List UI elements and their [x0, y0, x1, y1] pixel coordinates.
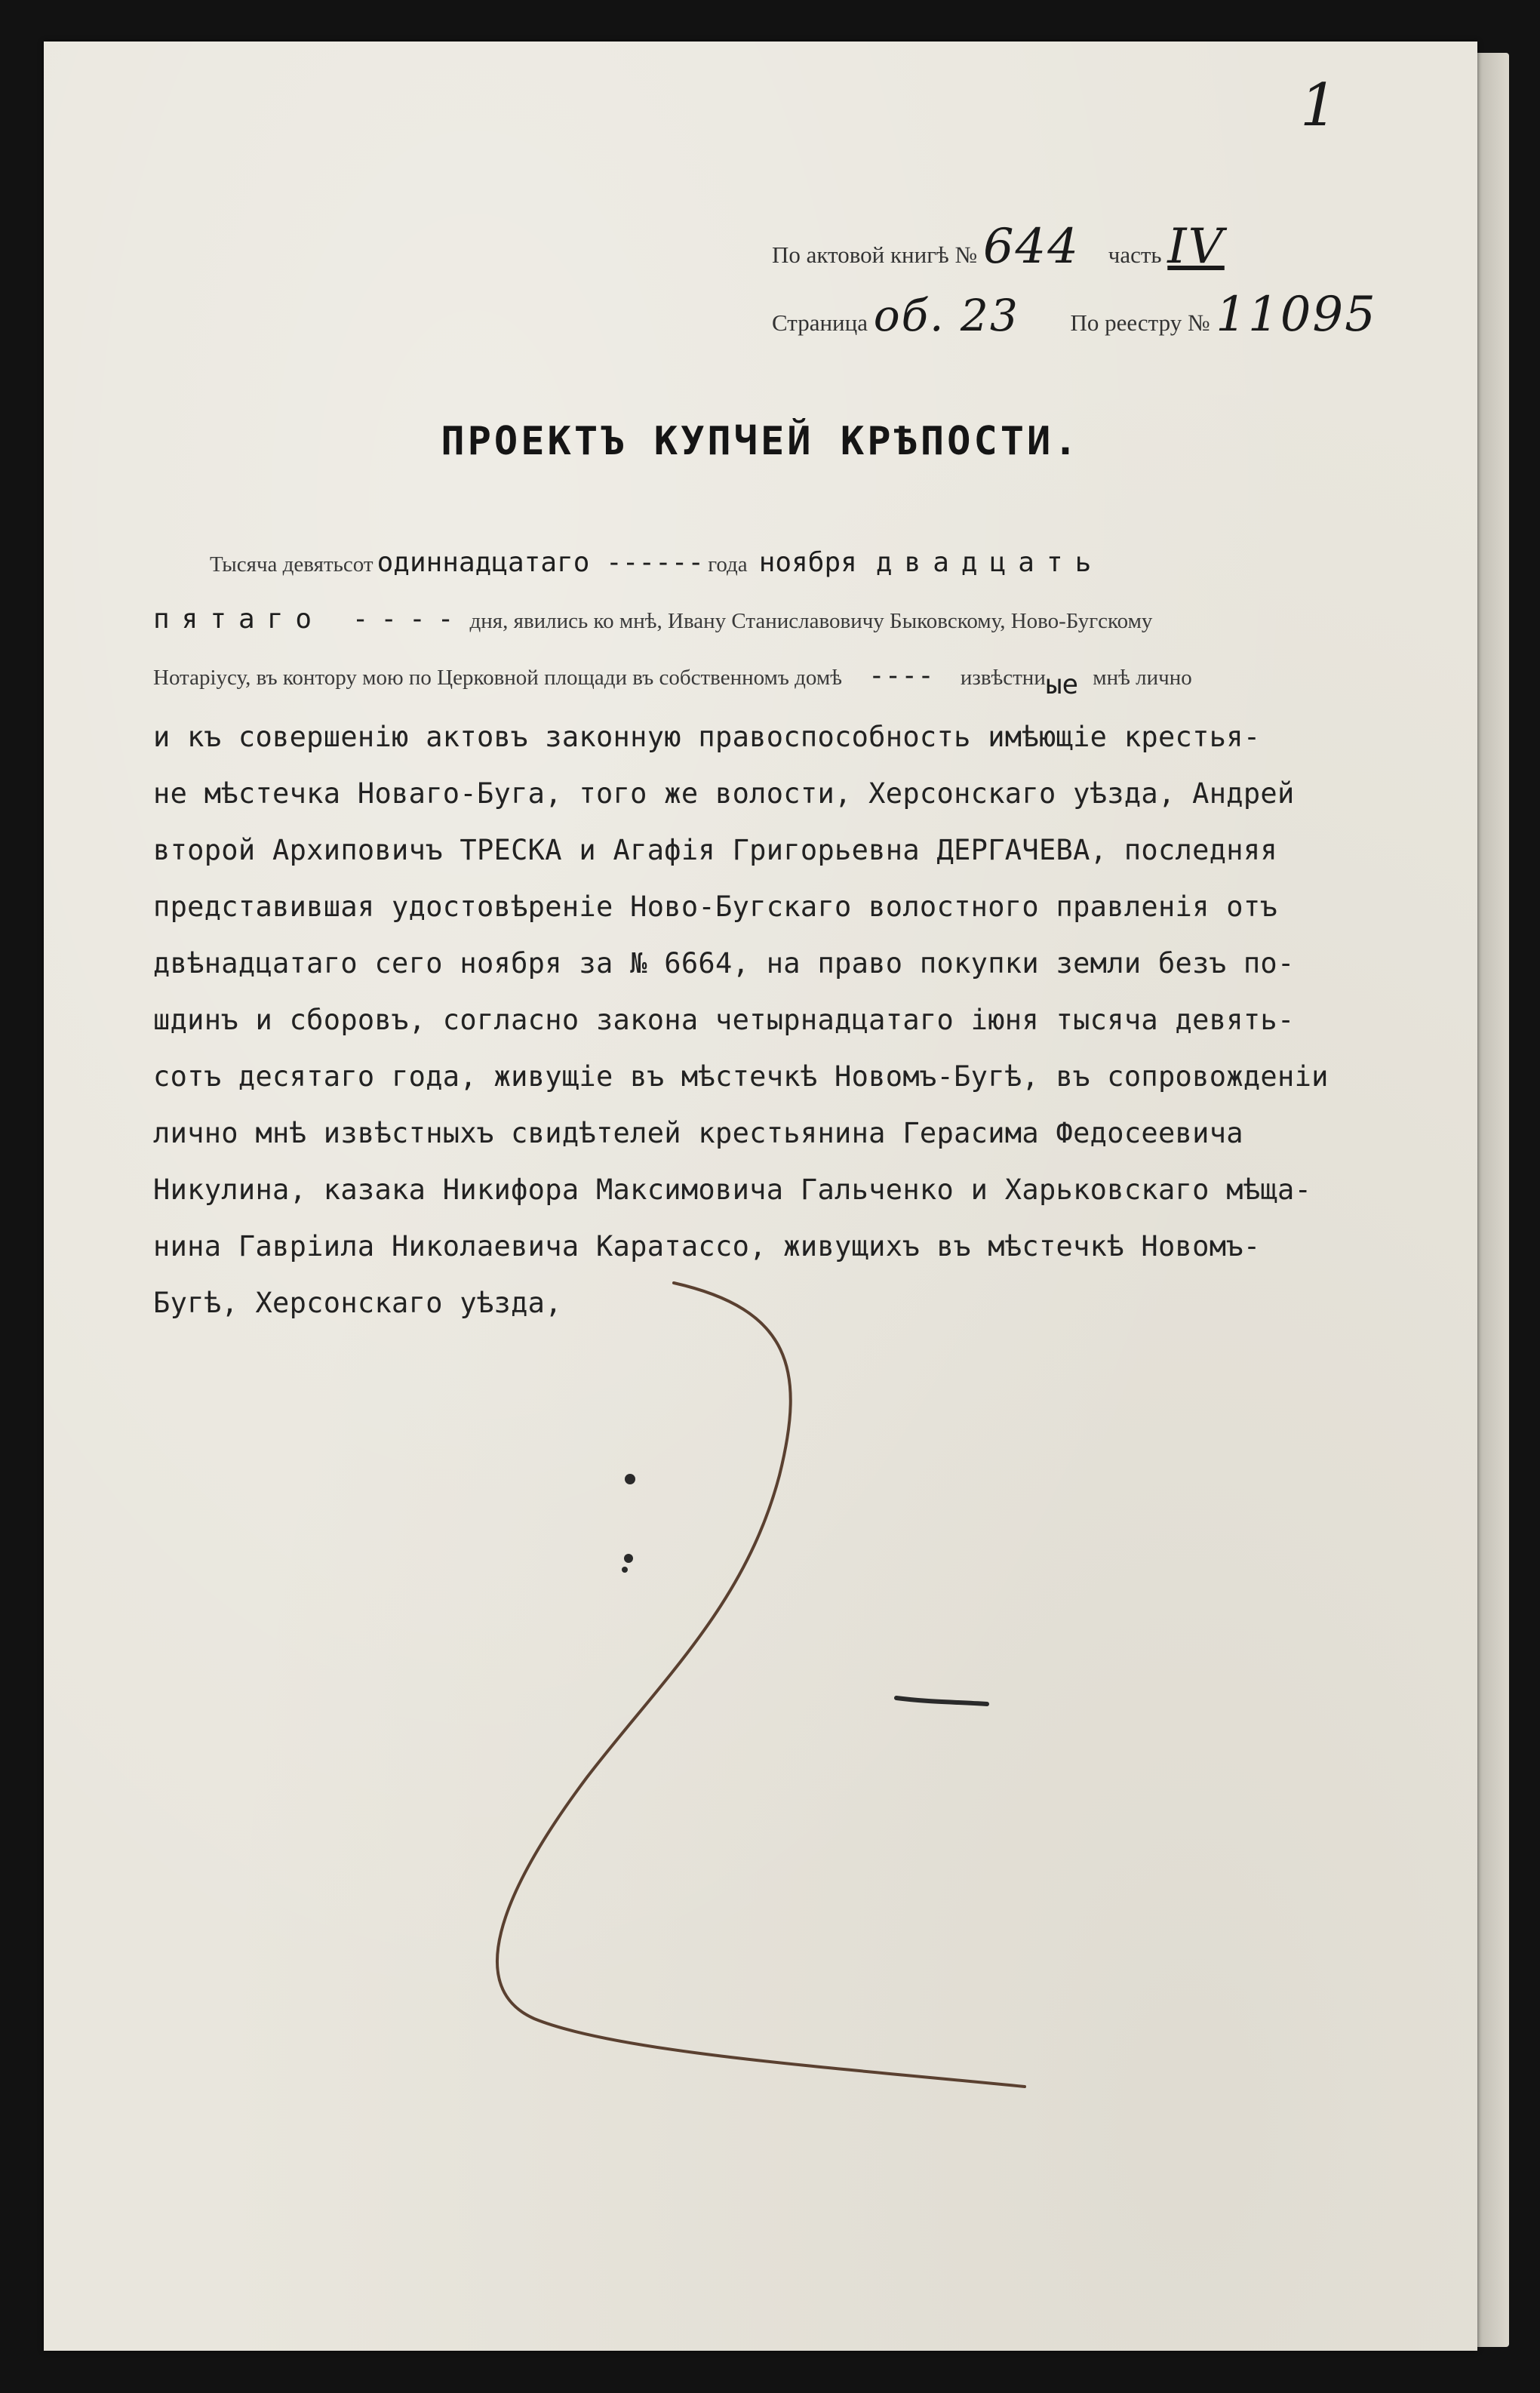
page-label: Страница [772, 309, 868, 336]
printed-office-address: Нотаріусу, въ контору мою по Церковной площади въ собственномъ домѣ [153, 666, 842, 690]
typed-day-part2: пятаго ---- [153, 604, 466, 635]
text-line-11: лично мнѣ извѣстныхъ свидѣтелей крестьянина Герасима Федосеевича [153, 1117, 1243, 1149]
document-title: ПРОЕКТЪ КУПЧЕЙ КРѢПОСТИ. [441, 419, 1080, 464]
typed-year: одиннадцатаго ------ [377, 547, 705, 578]
document-page [44, 42, 1477, 2351]
printed-notary-intro: дня, явились ко мнѣ, Ивану Станиславовичу Быковскому, Ново-Бугскому [469, 609, 1153, 633]
page-number: об. 23 [873, 290, 1019, 341]
folio-number: 1 [1300, 72, 1338, 140]
text-line-4: и къ совершенію актовъ законную правоспособность имѣющіе крестья- [153, 721, 1261, 753]
text-line-10: сотъ десятаго года, живущіе въ мѣстечкѣ Новомъ-Бугѣ, въ сопровожденіи [153, 1060, 1329, 1093]
printed-personally: мнѣ лично [1093, 666, 1192, 690]
typed-house-blank: ---- [868, 660, 934, 691]
typed-month: ноября [758, 547, 857, 578]
typed-day-part1: двадцать [875, 547, 1104, 578]
text-line-14: Бугѣ, Херсонскаго уѣзда, [153, 1287, 562, 1319]
text-line-13: нина Гавріила Николаевича Каратассо, живущихъ въ мѣстечкѣ Новомъ- [153, 1230, 1261, 1263]
ink-flourish [44, 42, 1477, 2351]
printed-year-prefix: Тысяча девятьсот [210, 552, 373, 577]
printed-known: извѣстни [960, 666, 1046, 690]
registry-label: По реестру № [1070, 309, 1210, 336]
part-number: IV [1167, 219, 1225, 275]
registry-number: 11095 [1216, 287, 1377, 343]
text-line-12: Никулина, казака Никифора Максимовича Гальченко и Харьковскаго мѣща- [153, 1173, 1312, 1206]
text-line-9: шдинъ и сборовъ, согласно закона четырнадцатаго іюня тысяча девять- [153, 1004, 1295, 1036]
text-line-7: представившая удостовѣреніе Ново-Бугскаго волостного правленія отъ [153, 890, 1278, 923]
text-line-5: не мѣстечка Новаго-Буга, того же волости, Херсонскаго уѣзда, Андрей [153, 777, 1295, 810]
printed-year-word: года [708, 552, 748, 577]
book-label: По актовой книгѣ № [772, 241, 978, 268]
typed-known-suffix: ые [1045, 669, 1079, 700]
book-number: 644 [982, 219, 1080, 275]
text-line-6: второй Архиповичъ ТРЕСКА и Агафія Григорьевна ДЕРГАЧЕВА, последняя [153, 834, 1278, 866]
text-line-8: двѣнадцатаго сего ноября за № 6664, на право покупки земли безъ по- [153, 947, 1295, 980]
part-label: часть [1108, 241, 1162, 268]
